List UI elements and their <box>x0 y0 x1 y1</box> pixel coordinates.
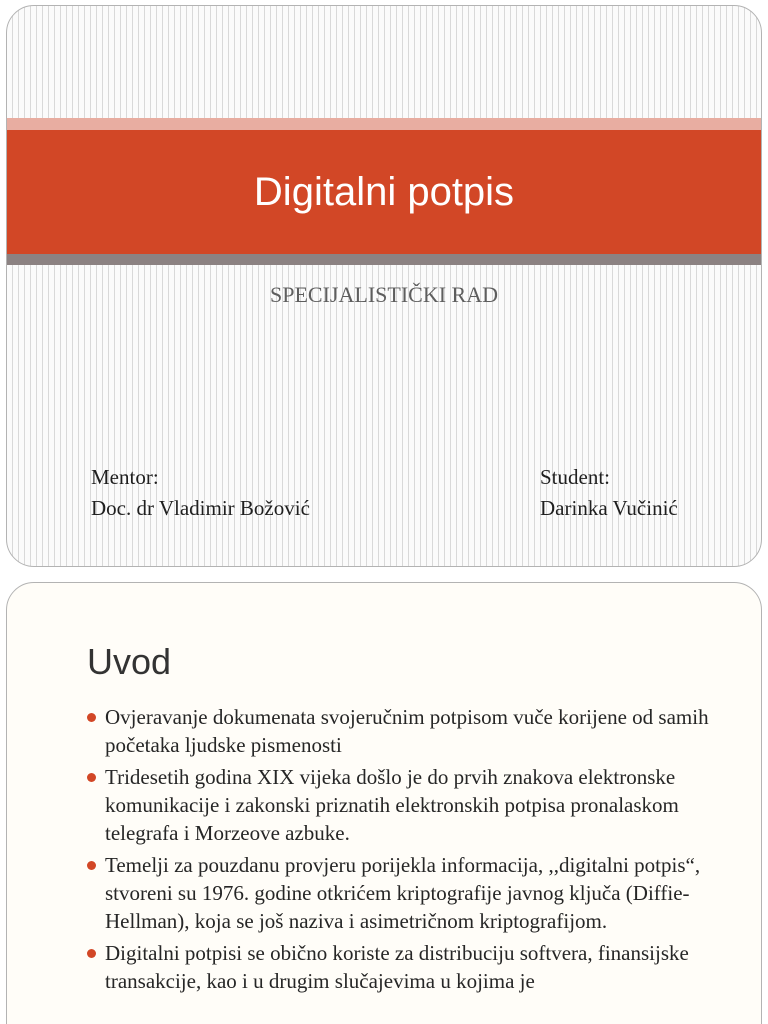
student-name: Darinka Vučinić <box>540 496 678 520</box>
bullet-text: Digitalni potpisi se obično koriste za distribuciju softvera, finansijske transakcije, kao i u drugim slučajevima u kojima je <box>105 941 689 993</box>
slide-title: Digitalni potpis <box>253 170 515 214</box>
intro-slide <box>6 582 762 1024</box>
intro-title: Uvod <box>87 641 172 682</box>
list-item <box>85 763 735 847</box>
list-item <box>85 703 735 759</box>
title-band-top-stripe <box>7 118 761 130</box>
mentor-label: Mentor: <box>91 465 159 489</box>
bullet-dot-icon <box>87 949 96 958</box>
mentor-name: Doc. dr Vladimir Božović <box>91 496 310 520</box>
list-item <box>85 851 735 935</box>
bullet-dot-icon <box>87 861 96 870</box>
mentor-block <box>91 462 310 524</box>
intro-bullet-list <box>85 703 735 999</box>
title-band-bottom-stripe <box>7 254 761 265</box>
student-block <box>540 462 678 524</box>
list-item <box>85 939 735 995</box>
slide-subtitle: SPECIJALISTIČKI RAD <box>270 282 498 307</box>
bullet-dot-icon <box>87 713 96 722</box>
bullet-dot-icon <box>87 773 96 782</box>
bullet-text: Tridesetih godina XIX vijeka došlo je do prvih znakova elektronske komunikacije i zakonski priznatih elektronskih potpisa pronalaskom telegrafa i Morzeove azbuke. <box>105 765 679 845</box>
bullet-text: Ovjeravanje dokumenata svojeručnim potpisom vuče korijene od samih početaka ljudske pismenosti <box>105 705 709 757</box>
bullet-text: Temelji za pouzdanu provjeru porijekla informacija, ,,digitalni potpis“, stvoreni su 1976. godine otkrićem kriptografije javnog ključa (Diffie-Hellman), koja se još naziva i asimetričnom kriptografijom. <box>105 853 701 933</box>
title-slide <box>6 5 762 567</box>
student-label: Student: <box>540 465 611 489</box>
